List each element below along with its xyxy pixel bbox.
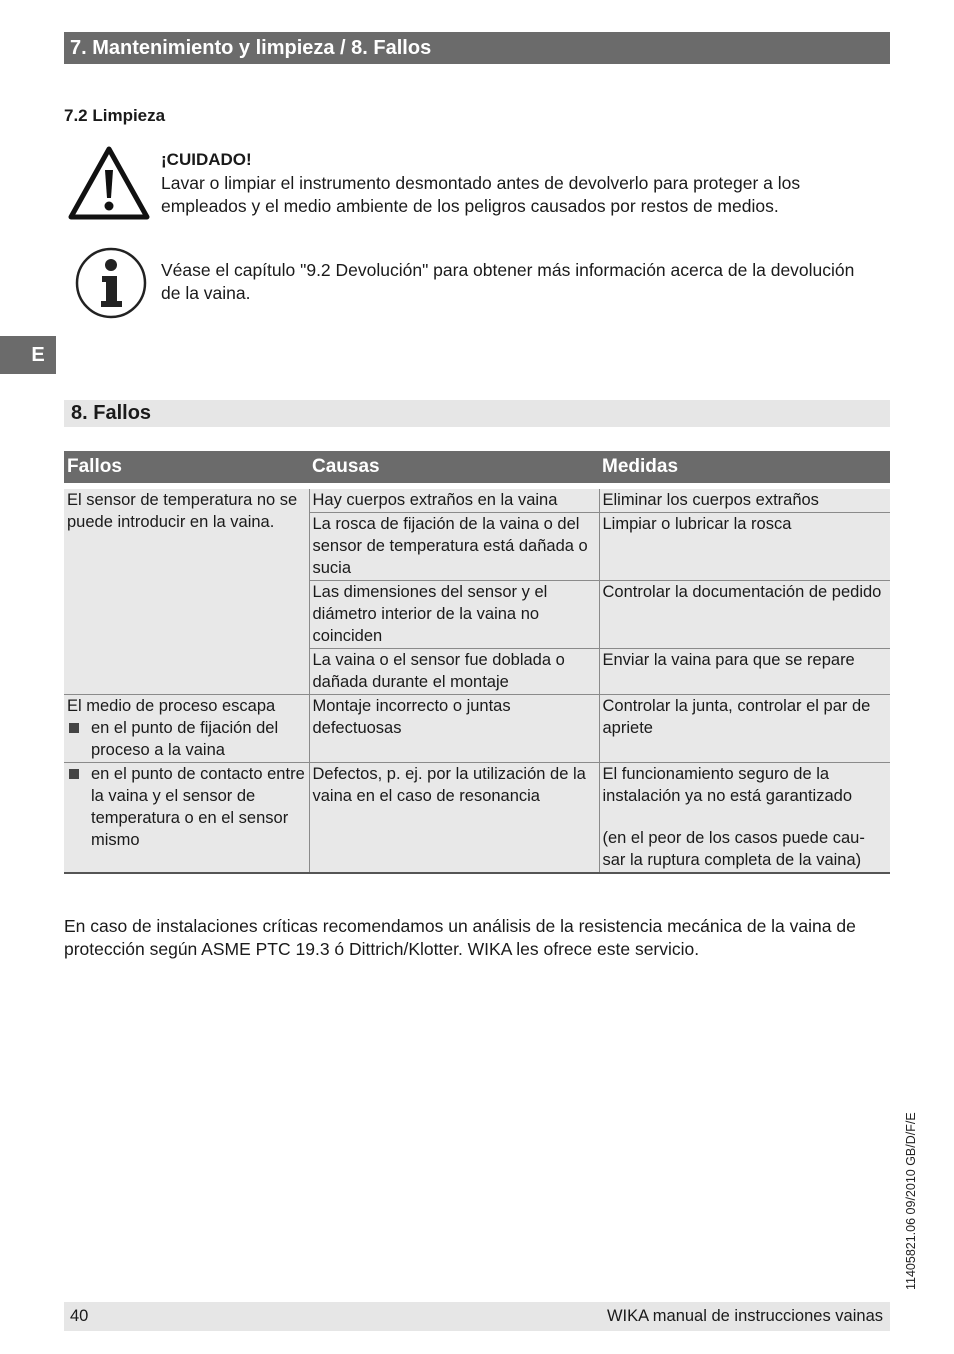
footer-title: WIKA manual de instrucciones vainas bbox=[606, 1307, 883, 1325]
subsection-title: 7.2 Limpieza bbox=[64, 106, 166, 125]
language-tab: E bbox=[0, 336, 56, 374]
list-item bbox=[67, 717, 306, 761]
info-icon bbox=[74, 246, 148, 320]
cause-cell: Las dimensiones del sensor y el diámetro interior de la vaina no coinciden bbox=[309, 581, 599, 649]
fault-cell bbox=[64, 763, 309, 874]
measure-cell: Controlar la junta, controlar el par de apriete bbox=[599, 695, 890, 763]
fault-intro: El medio de proceso escapa bbox=[67, 697, 276, 715]
measure-cell: Controlar la documentación de pedido bbox=[599, 581, 890, 649]
chapter-header: 7. Mantenimiento y limpieza / 8. Fallos bbox=[64, 32, 890, 64]
cause-cell: Montaje incorrecto o juntas defectuosas bbox=[309, 695, 599, 763]
bullet-square-icon bbox=[69, 723, 79, 733]
bullet-square-icon bbox=[69, 769, 79, 779]
measure-cell bbox=[599, 763, 890, 874]
fault-cell: El sensor de temperatura no se puede introducir en la vaina. bbox=[64, 489, 309, 695]
measure-cell: Eliminar los cuerpos extraños bbox=[599, 489, 890, 513]
page-footer bbox=[64, 1302, 890, 1331]
table-header-faults: Fallos bbox=[64, 451, 309, 483]
list-item bbox=[67, 763, 306, 851]
cause-cell: La vaina o el sensor fue doblada o dañada durante el montaje bbox=[309, 649, 599, 695]
table-header-causes: Causas bbox=[309, 451, 599, 483]
measure-cell: Limpiar o lubricar la rosca bbox=[599, 513, 890, 581]
document-code: 11405821.06 09/2010 GB/D/F/E bbox=[904, 1112, 918, 1290]
table-header-measures: Medidas bbox=[599, 451, 890, 483]
table-row bbox=[64, 489, 890, 513]
table-row bbox=[64, 763, 890, 874]
fault-bullet-text: en el punto de fijación del proceso a la vaina bbox=[91, 719, 279, 759]
table-row bbox=[64, 695, 890, 763]
fault-cell bbox=[64, 695, 309, 763]
cause-cell: La rosca de fijación de la vaina o del sensor de temperatura está dañada o sucia bbox=[309, 513, 599, 581]
caution-text: Lavar o limpiar el instrumento desmontado antes de devolverlo para proteger a los empleados y el medio ambiente de los peligros causados por restos de medios. bbox=[161, 173, 801, 216]
measure-note: (en el peor de los casos puede cau-sar la ruptura completa de la vaina) bbox=[602, 829, 865, 869]
measure-text: El funcionamiento seguro de la instalación ya no está garantizado bbox=[602, 765, 852, 805]
page-number: 40 bbox=[70, 1307, 89, 1325]
caution-title: ¡CUIDADO! bbox=[161, 150, 252, 169]
measure-cell: Enviar la vaina para que se repare bbox=[599, 649, 890, 695]
warning-triangle-icon bbox=[68, 146, 150, 220]
closing-paragraph: En caso de instalaciones críticas recomendamos un análisis de la resistencia mecánica de la vaina de protección según ASME PTC 19.3 ó Dittrich/Klotter. WIKA les ofrece este servicio. bbox=[64, 916, 856, 959]
section-title: 8. Fallos bbox=[64, 400, 890, 427]
cause-cell: Defectos, p. ej. por la utilización de la vaina en el caso de resonancia bbox=[309, 763, 599, 874]
cause-cell: Hay cuerpos extraños en la vaina bbox=[309, 489, 599, 513]
fault-bullet-text: en el punto de contacto entre la vaina y el sensor de temperatura o en el sensor mismo bbox=[91, 765, 305, 849]
info-text: Véase el capítulo "9.2 Devolución" para obtener más información acerca de la devolución de la vaina. bbox=[161, 260, 855, 303]
faults-table bbox=[64, 451, 890, 874]
